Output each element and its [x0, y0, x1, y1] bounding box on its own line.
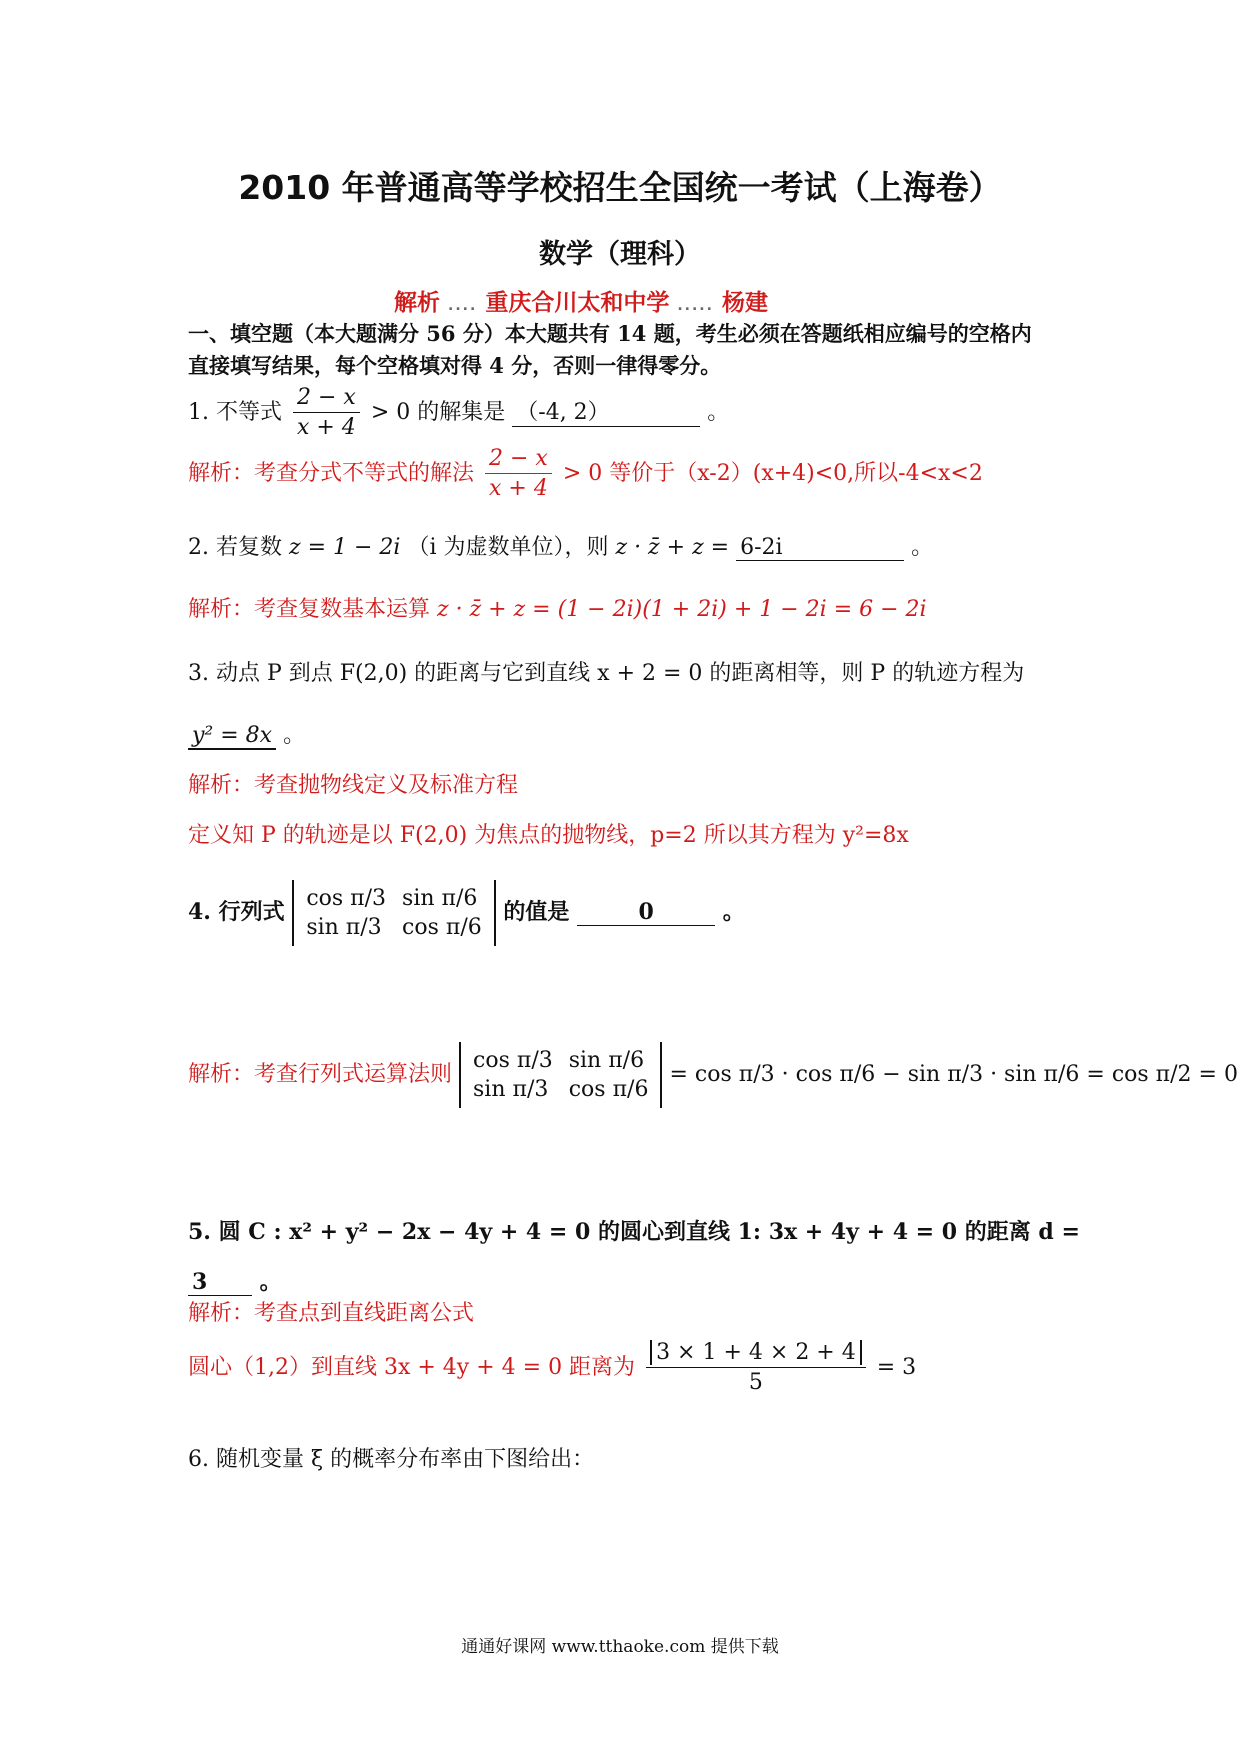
det-cell: sin π/6 — [568, 1048, 645, 1073]
page-title: 2010 年普通高等学校招生全国统一考试（上海卷） — [238, 168, 1002, 207]
det-cell: cos π/6 — [402, 915, 482, 940]
solution-1: 解析：考查分式不等式的解法 $\frac{2 - x}{x + 4}$ > 0 等价于（x-2）(x+4)<0,所以-4<x<2 — [188, 446, 983, 502]
det-cell: sin π/3 — [473, 1077, 549, 1102]
answer-5: 3 — [188, 1269, 252, 1296]
question-2: 2. 若复数 z = 1 − 2i （i 为虚数单位），则 z · z̄ + z = 6-2i 。 — [188, 535, 934, 560]
fraction: $\frac{3 \times 1 + 4 \times 2 + 4}{5}$ — [646, 1340, 866, 1396]
answer-1: （-4, 2） — [512, 395, 700, 427]
solution-2: 解析：考查复数基本运算 z · z̄ + z = (1 − 2i)(1 + 2i) + 1 − 2i = 6 − 2i — [188, 597, 927, 622]
question-4: 4. 行列式 cos π/3 sin π/6 sin π/3 cos π/6 的值是 0 。 — [188, 880, 745, 946]
solution-5-title: 解析：考查点到直线距离公式 — [188, 1301, 475, 1326]
fraction: $\frac{2 - x}{x + 4}$ — [485, 446, 552, 502]
author-line: 解析 .... 重庆合川太和中学 ..... 杨建 — [394, 290, 768, 316]
det-cell: cos π/3 — [306, 886, 387, 911]
answer-3: y² = 8x — [188, 723, 276, 750]
author-name: 杨建 — [721, 290, 768, 316]
solution-3-title: 解析：考查抛物线定义及标准方程 — [188, 773, 519, 798]
question-5: 5. 圆 C : x² + y² − 2x − 4y + 4 = 0 的圆心到直线 1: 3x + 4y + 4 = 0 的距离 d = — [188, 1219, 1080, 1245]
solution-3-body: 定义知 P 的轨迹是以 F(2,0) 为焦点的抛物线，p=2 所以其方程为 y²=8x — [188, 823, 909, 848]
determinant — [292, 880, 495, 946]
question-5-answer-line: 3 。 — [188, 1265, 282, 1296]
det-cell: sin π/3 — [306, 915, 382, 940]
answer-4: 0 — [577, 899, 715, 926]
fraction: $\frac{2 - x}{x + 4}$ — [293, 385, 360, 441]
footer: 通通好课网 www.tthaoke.com 提供下载 — [461, 1637, 779, 1657]
question-1: 1. 不等式 $\frac{2 - x}{x + 4}$ > 0 的解集是 （-4, 2） 。 — [188, 385, 730, 441]
author-label: 解析 — [394, 290, 440, 316]
det-cell: cos π/3 — [473, 1048, 553, 1073]
question-3-answer-line: y² = 8x 。 — [188, 718, 305, 750]
page-subtitle: 数学（理科） — [539, 239, 701, 270]
section-instruction-2: 直接填写结果，每个空格填对得 4 分，否则一律得零分。 — [188, 353, 722, 378]
answer-2: 6-2i — [736, 535, 904, 561]
question-6: 6. 随机变量 ξ 的概率分布率由下图给出： — [188, 1447, 595, 1472]
author-school: 重庆合川太和中学 — [485, 290, 670, 316]
det-cell: sin π/6 — [402, 886, 478, 911]
solution-4: 解析：考查行列式运算法则 cos π/3 sin π/6 sin π/3 cos π/6 = cos π/3 · cos π/6 − sin π/3 · sin π/6 = cos π/2 = 0 — [188, 1042, 1238, 1108]
det-cell: cos π/6 — [568, 1077, 649, 1102]
question-3: 3. 动点 P 到点 F(2,0) 的距离与它到直线 x + 2 = 0 的距离相等，则 P 的轨迹方程为 — [188, 661, 1025, 686]
section-instruction-1: 一、填空题（本大题满分 56 分）本大题共有 14 题，考生必须在答题纸相应编号的空格内 — [188, 321, 1032, 346]
determinant — [459, 1042, 662, 1108]
solution-5-body: 圆心（1,2）到直线 3x + 4y + 4 = 0 距离为 $\frac{3 \times 1 + 4 \times 2 + 4}{5}$ = 3 — [188, 1340, 917, 1396]
